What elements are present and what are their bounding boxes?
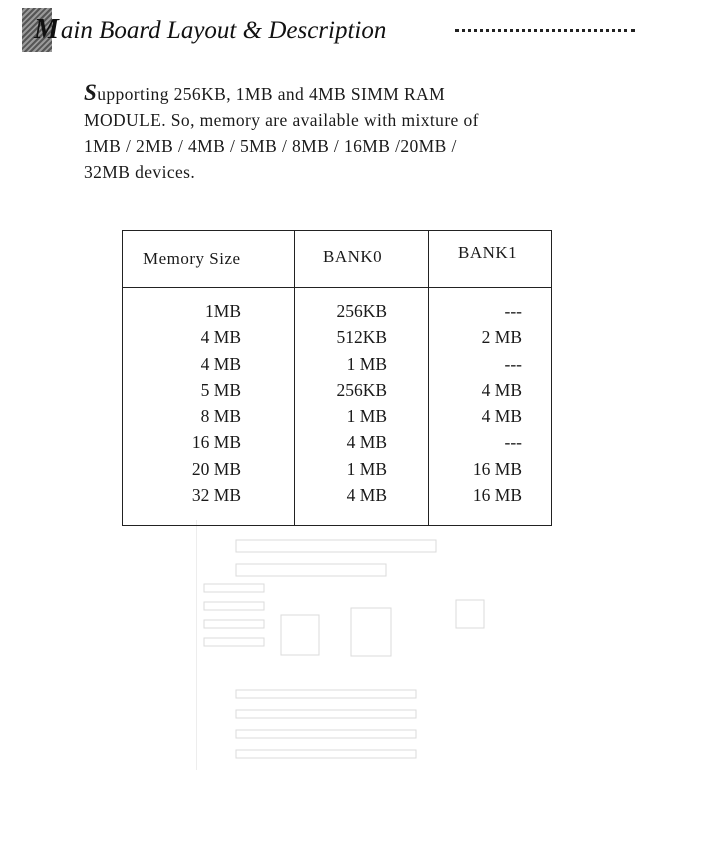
table-cell: 1 MB: [346, 406, 387, 426]
paragraph-line-4: 32MB devices.: [84, 162, 196, 182]
table-cell: 512KB: [336, 327, 387, 347]
table-cell: 4 MB: [200, 327, 241, 347]
title-dot-leader: [455, 29, 635, 32]
table-cell: 5 MB: [200, 380, 241, 400]
memory-configuration-table: [122, 230, 552, 526]
page-title: [34, 14, 386, 46]
table-cell: ---: [504, 432, 522, 452]
column-divider: [294, 231, 295, 525]
title-text: ain Board Layout & Description: [60, 17, 387, 44]
table-cell: 256KB: [336, 380, 387, 400]
table-cell: 4 MB: [200, 354, 241, 374]
table-cell: 16 MB: [472, 459, 522, 479]
table-cell: ---: [504, 301, 522, 321]
table-cell: 4 MB: [346, 432, 387, 452]
table-cell: 4 MB: [346, 485, 387, 505]
header-memory-size: Memory Size: [143, 249, 241, 268]
paragraph-line-3: 1MB / 2MB / 4MB / 5MB / 8MB / 16MB /20MB /: [84, 136, 457, 156]
table-cell: 256KB: [336, 301, 387, 321]
header-bank0: BANK0: [323, 247, 383, 266]
title-initial: M: [34, 14, 59, 45]
table-cell: 4 MB: [481, 406, 522, 426]
description-paragraph: [84, 80, 584, 185]
table-cell: 1 MB: [346, 354, 387, 374]
table-cell: 2 MB: [481, 327, 522, 347]
table-cell: ---: [504, 354, 522, 374]
table-cell: 20 MB: [191, 459, 241, 479]
header-divider: [123, 287, 551, 288]
paragraph-line-1: Supporting 256KB, 1MB and 4MB SIMM RAM: [84, 80, 446, 105]
paragraph-line-2: MODULE. So, memory are available with mixture of: [84, 110, 479, 130]
page-header: [0, 0, 712, 60]
table-cell: 16 MB: [191, 432, 241, 452]
bleed-through-board-drawing: [196, 520, 486, 770]
column-divider: [428, 231, 429, 525]
header-bank1: BANK1: [458, 243, 518, 262]
paragraph-initial: S: [84, 80, 98, 105]
table-cell: 1 MB: [346, 459, 387, 479]
table-cell: 4 MB: [481, 380, 522, 400]
table-cell: 8 MB: [200, 406, 241, 426]
table-cell: 16 MB: [472, 485, 522, 505]
table-cell: 32 MB: [191, 485, 241, 505]
table-cell: 1MB: [205, 301, 241, 321]
